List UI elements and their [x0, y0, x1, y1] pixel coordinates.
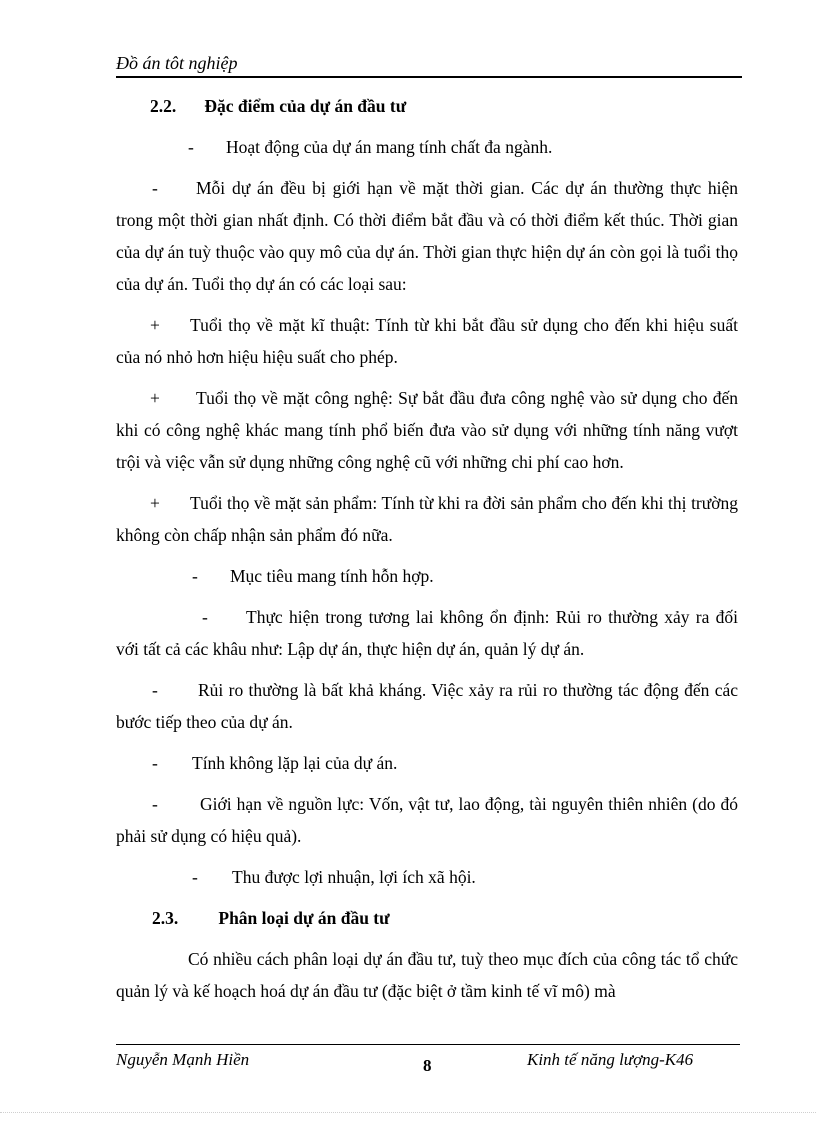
section-heading — [116, 902, 738, 934]
paragraph-text: Tuổi thọ về mặt kĩ thuật: Tính từ khi bắt đầu sử dụng cho đến khi hiệu suất của nó nhỏ hơn hiệu hiệu suất cho phép. — [116, 315, 738, 367]
section-heading — [116, 90, 738, 122]
paragraph-text: Mỗi dự án đều bị giới hạn về mặt thời gian. Các dự án thường thực hiện trong một thời gian nhất định. Có thời điểm bắt đầu và có thời điểm kết thúc. Thời gian của dự án tuỳ thuộc vào quy mô của dự án. Thời gian thực hiện dự án còn gọi là tuổi thọ của dự án. Tuổi thọ dự án có các loại sau: — [116, 178, 738, 294]
paragraph-text: Tính không lặp lại của dự án. — [192, 753, 398, 773]
page-body — [116, 90, 738, 1016]
bullet-marker: - — [152, 178, 158, 198]
bullet-marker: + — [150, 315, 160, 335]
paragraph — [116, 674, 738, 738]
section-number: 2.3. — [152, 908, 179, 928]
section-number: 2.2. — [150, 96, 177, 116]
paragraph-text: Thu được lợi nhuận, lợi ích xã hội. — [232, 867, 476, 887]
bullet-marker: - — [192, 867, 198, 887]
paragraph — [116, 943, 738, 1007]
paragraph-text: Mục tiêu mang tính hỗn hợp. — [230, 566, 434, 586]
footer-author: Nguyễn Mạnh Hiền — [116, 1050, 250, 1069]
bullet-marker: + — [150, 493, 160, 513]
paragraph — [116, 487, 738, 551]
paragraph — [116, 861, 738, 893]
paragraph — [116, 309, 738, 373]
paragraph — [116, 382, 738, 478]
bullet-marker: - — [152, 753, 158, 773]
footer-course: Kinh tế năng lượng-K46 — [527, 1050, 694, 1069]
page-header: Đồ án tôt nghiệp — [116, 53, 238, 73]
paragraph — [116, 747, 738, 779]
paragraph-text: Tuổi thọ về mặt công nghệ: Sự bắt đầu đưa công nghệ vào sử dụng cho đến khi có công nghệ khác mang tính phổ biến đưa vào sử dụng với những tính năng vượt trội và việc vẫn sử dụng những công nghệ cũ với những chi phí cao hơn. — [116, 388, 738, 472]
page-number: 8 — [423, 1056, 432, 1075]
bullet-marker: - — [188, 137, 194, 157]
bullet-marker: - — [192, 566, 198, 586]
paragraph-text: Tuổi thọ về mặt sản phẩm: Tính từ khi ra đời sản phẩm cho đến khi thị trường không còn chấp nhận sản phẩm đó nữa. — [116, 493, 738, 545]
paragraph — [116, 131, 738, 163]
bullet-marker: - — [202, 607, 208, 627]
paragraph — [116, 601, 738, 665]
paragraph-text: Thực hiện trong tương lai không ổn định: Rủi ro thường xảy ra đối với tất cả các khâu như: Lập dự án, thực hiện dự án, quản lý dự án. — [116, 607, 738, 659]
bullet-marker: + — [150, 388, 160, 408]
bottom-dotted-border — [0, 1112, 816, 1113]
paragraph-text: Rủi ro thường là bất khả kháng. Việc xảy ra rủi ro thường tác động đến các bước tiếp theo của dự án. — [116, 680, 738, 732]
paragraph-text: Giới hạn về nguồn lực: Vốn, vật tư, lao động, tài nguyên thiên nhiên (do đó phải sử dụng có hiệu quả). — [116, 794, 738, 846]
footer-rule — [116, 1044, 740, 1045]
bullet-marker: - — [152, 680, 158, 700]
paragraph-text: Có nhiều cách phân loại dự án đầu tư, tuỳ theo mục đích của công tác tổ chức quản lý và kế hoạch hoá dự án đầu tư (đặc biệt ở tầm kinh tế vĩ mô) mà — [116, 949, 738, 1001]
paragraph — [116, 788, 738, 852]
paragraph — [116, 560, 738, 592]
section-title: Phân loại dự án đầu tư — [218, 908, 390, 928]
paragraph-text: Hoạt động của dự án mang tính chất đa ngành. — [226, 137, 553, 157]
section-title: Đặc điểm của dự án đầu tư — [204, 96, 407, 116]
header-rule — [116, 76, 742, 78]
paragraph — [116, 172, 738, 300]
bullet-marker: - — [152, 794, 158, 814]
